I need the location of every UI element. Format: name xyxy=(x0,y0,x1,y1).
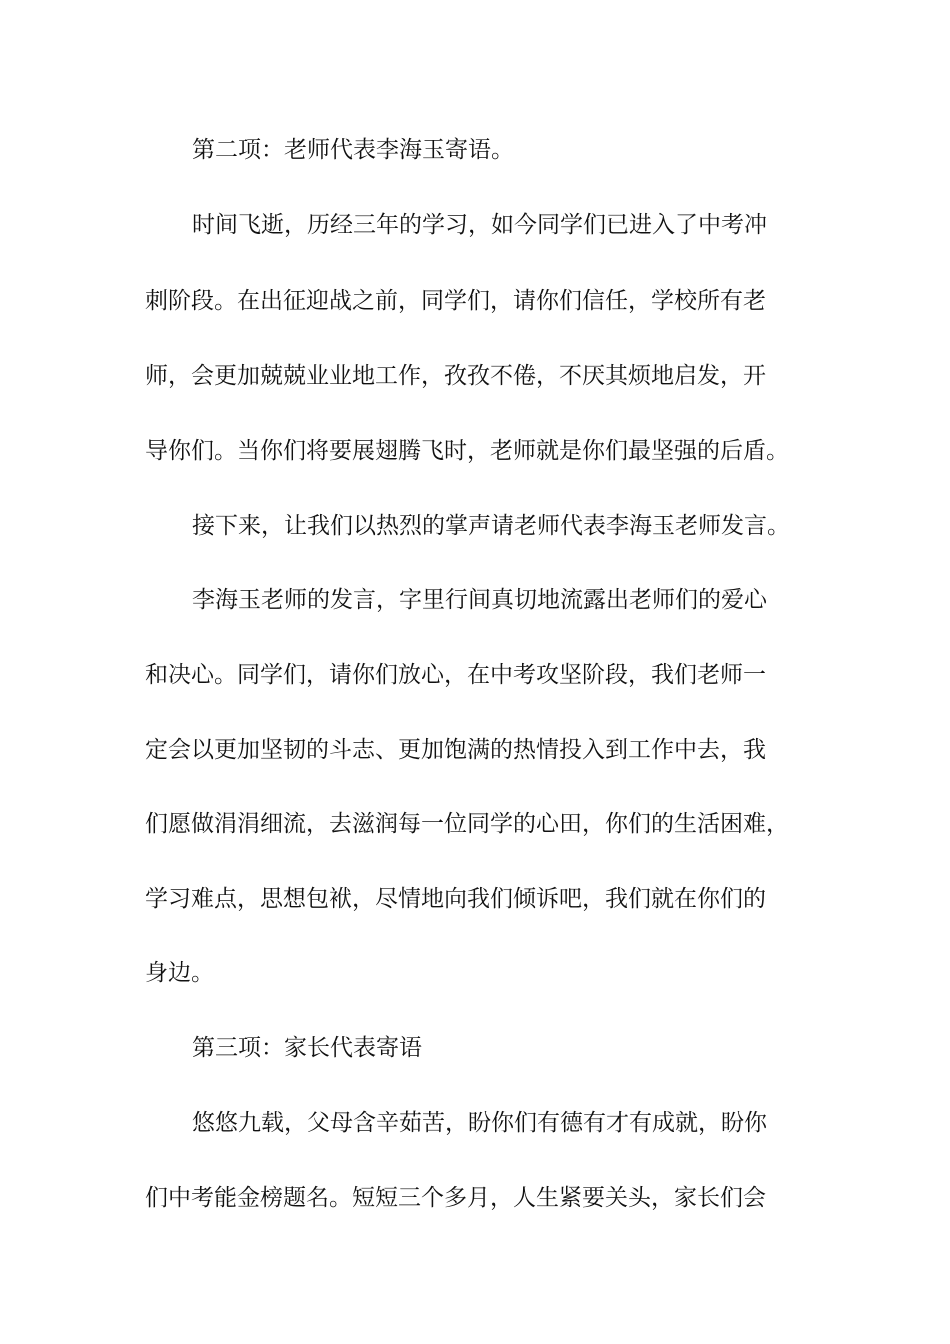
paragraph-line: 刺阶段。在出征迎战之前，同学们，请你们信任，学校所有老 xyxy=(145,288,766,314)
section-heading-teacher-message: 第二项：老师代表李海玉寄语。 xyxy=(192,137,514,163)
paragraph-line: 接下来，让我们以热烈的掌声请老师代表李海玉老师发言。 xyxy=(192,513,790,539)
paragraph-line: 和决心。同学们，请你们放心，在中考攻坚阶段，我们老师一 xyxy=(145,662,766,688)
paragraph-line: 学习难点，思想包袱，尽情地向我们倾诉吧，我们就在你们的 xyxy=(145,886,766,912)
paragraph-line: 李海玉老师的发言，字里行间真切地流露出老师们的爱心 xyxy=(192,587,767,613)
paragraph-line: 悠悠九载，父母含辛茹苦，盼你们有德有才有成就，盼你 xyxy=(192,1110,767,1136)
paragraph-line: 定会以更加坚韧的斗志、更加饱满的热情投入到工作中去，我 xyxy=(145,737,766,763)
paragraph-line: 时间飞逝，历经三年的学习，如今同学们已进入了中考冲 xyxy=(192,212,767,238)
paragraph-line: 们愿做涓涓细流，去滋润每一位同学的心田，你们的生活困难， xyxy=(145,811,789,837)
paragraph-line: 们中考能金榜题名。短短三个多月，人生紧要关头，家长们会 xyxy=(145,1185,766,1211)
paragraph-line: 身边。 xyxy=(145,960,214,986)
paragraph-line: 师，会更加兢兢业业地工作，孜孜不倦，不厌其烦地启发，开 xyxy=(145,363,766,389)
section-heading-parent-message: 第三项：家长代表寄语 xyxy=(192,1035,422,1061)
paragraph-line: 导你们。当你们将要展翅腾飞时，老师就是你们最坚强的后盾。 xyxy=(145,438,789,464)
